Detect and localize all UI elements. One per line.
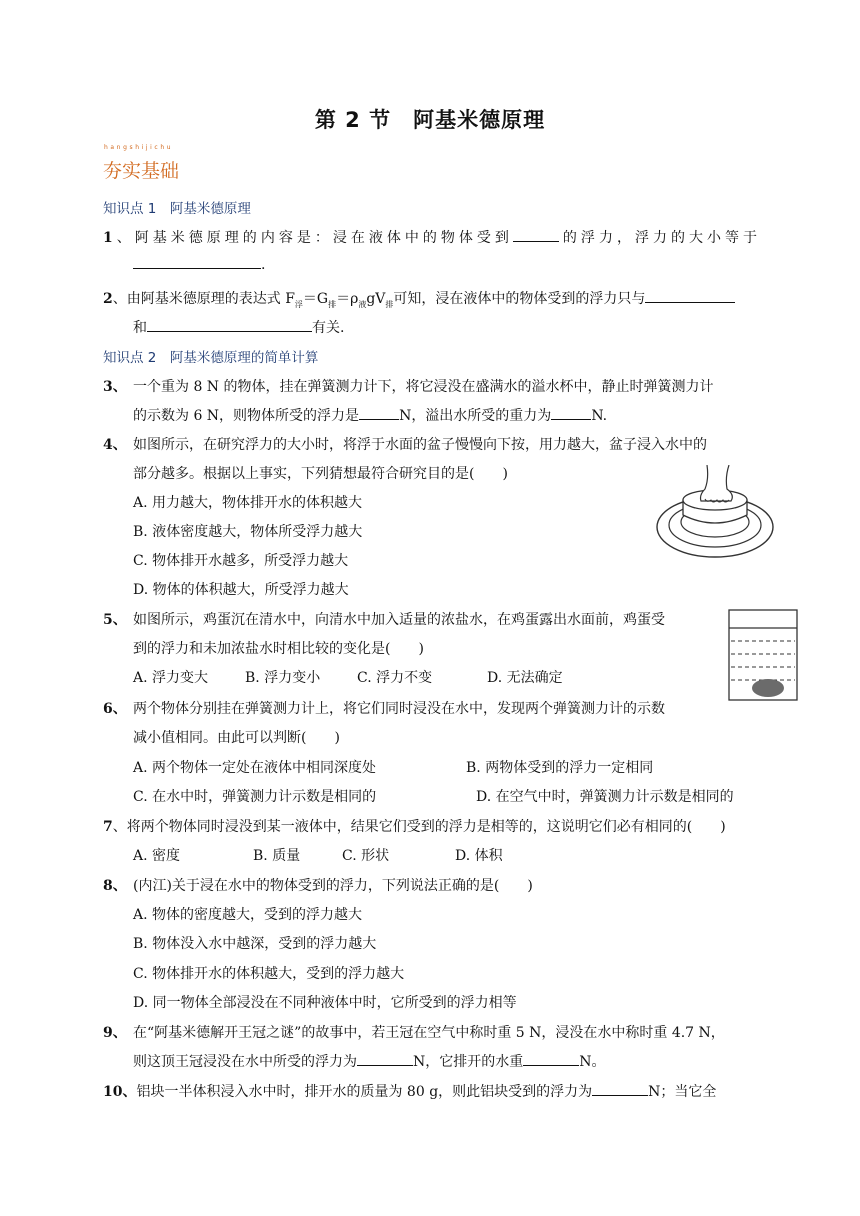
question-text: N. <box>591 408 608 424</box>
question-6-line-1: 两个物体分别挂在弹簧测力计上，将它们同时浸没在水中，发现两个弹簧测力计的示数 <box>133 701 665 717</box>
question-4-line-1: 如图所示，在研究浮力的大小时，将浮于水面的盆子慢慢向下按，用力越大，盆子浸入水中的 <box>133 437 707 453</box>
question-text: ＝G <box>302 291 329 307</box>
option-c: C. 形状 <box>342 848 390 864</box>
option-c: C. 浮力不变 <box>357 670 433 686</box>
question-text: 有关. <box>312 320 345 336</box>
subscript: 液 <box>358 299 367 309</box>
answer-blank <box>592 1083 648 1096</box>
question-5-line-2: 到的浮力和未加浓盐水时相比较的变化是( ) <box>133 641 424 657</box>
question-10 <box>103 1081 716 1101</box>
knowledge-point-1: 知识点 1 阿基米德原理 <box>103 201 251 217</box>
answer-blank <box>513 229 559 242</box>
question-text: 、由阿基米德原理的表达式 F <box>112 291 295 307</box>
option-b: B. 物体没入水中越深，受到的浮力越大 <box>133 936 377 952</box>
question-text: 则这顶王冠浸没在水中所受的浮力为 <box>133 1054 357 1070</box>
subscript: 浮 <box>294 299 303 309</box>
option-a: A. 浮力变大 <box>133 670 209 686</box>
question-text: . <box>261 257 266 273</box>
question-6-line-2: 减小值相同。由此可以判断( ) <box>133 730 340 746</box>
question-number: 6、 <box>103 701 127 717</box>
section-heading: 夯实基础 <box>103 160 180 182</box>
answer-blank <box>133 256 261 269</box>
question-text: N；当它全 <box>648 1084 717 1100</box>
option-b: B. 质量 <box>253 848 301 864</box>
page-title: 第 2 节 阿基米德原理 <box>314 108 546 132</box>
option-d: D. 无法确定 <box>487 670 563 686</box>
question-text: N。 <box>579 1054 606 1070</box>
question-text: N，它排开的水重 <box>413 1054 524 1070</box>
option-d: D. 体积 <box>455 848 503 864</box>
option-d: D. 物体的体积越大，所受浮力越大 <box>133 582 349 598</box>
question-4-line-2: 部分越多。根据以上事实，下列猜想最符合研究目的是( ) <box>133 466 508 482</box>
question-8-line-1: (内江)关于浸在水中的物体受到的浮力，下列说法正确的是( ) <box>133 878 533 894</box>
option-c: C. 物体排开水越多，所受浮力越大 <box>133 553 349 569</box>
question-number: 7 <box>103 819 113 835</box>
question-text: 可知，浸在液体中的物体受到的浮力只与 <box>393 291 646 307</box>
question-number: 9、 <box>103 1025 127 1041</box>
question-text: 铝块一半体积浸入水中时，排开水的质量为 80 g，则此铝块受到的浮力为 <box>136 1084 593 1100</box>
question-text: 的浮力，浮力的大小等于 <box>558 230 758 246</box>
option-a: A. 密度 <box>133 848 181 864</box>
answer-blank <box>147 319 312 332</box>
knowledge-point-2: 知识点 2 阿基米德原理的简单计算 <box>103 350 319 366</box>
option-b: B. 两物体受到的浮力一定相同 <box>466 760 654 776</box>
question-1-line-2 <box>133 256 265 273</box>
answer-blank <box>645 290 735 303</box>
question-number: 3、 <box>103 379 127 395</box>
question-text: 的示数为 6 N，则物体所受的浮力是 <box>133 408 360 424</box>
option-a: A. 物体的密度越大，受到的浮力越大 <box>133 907 363 923</box>
question-5-line-1: 如图所示，鸡蛋沉在清水中，向清水中加入适量的浓盐水，在鸡蛋露出水面前，鸡蛋受 <box>133 612 665 628</box>
answer-blank <box>551 407 591 420</box>
basin-pressed-figure <box>655 465 775 565</box>
question-number: 4、 <box>103 437 127 453</box>
option-a: A. 用力越大，物体排开水的体积越大 <box>133 495 363 511</box>
question-text: 、将两个物体同时浸没到某一液体中，结果它们受到的浮力是相等的，这说明它们必有相同的( ) <box>112 819 726 835</box>
section-pinyin: hangshijichu <box>104 144 174 151</box>
question-1 <box>103 227 757 247</box>
option-c: C. 物体排开水的体积越大，受到的浮力越大 <box>133 966 405 982</box>
option-a: A. 两个物体一定处在液体中相同深度处 <box>133 760 377 776</box>
question-9-line-1: 在“阿基米德解开王冠之谜”的故事中，若王冠在空气中称时重 5 N，浸没在水中称时重 4.7 N， <box>133 1025 725 1041</box>
question-number: 10、 <box>103 1084 137 1100</box>
question-2-line-2 <box>133 317 344 337</box>
question-text: 、阿基米德原理的内容是：浸在液体中的物体受到 <box>112 230 513 246</box>
question-text: N，溢出水所受的重力为 <box>399 408 552 424</box>
answer-blank <box>357 1053 413 1066</box>
question-2 <box>103 288 735 310</box>
question-number: 2 <box>103 291 113 307</box>
option-d: D. 同一物体全部浸没在不同种液体中时，它所受到的浮力相等 <box>133 995 517 1011</box>
subscript: 排 <box>328 299 337 309</box>
question-number: 5、 <box>103 612 127 628</box>
option-c: C. 在水中时，弹簧测力计示数是相同的 <box>133 789 377 805</box>
question-7 <box>103 816 726 836</box>
question-3-line-2 <box>133 405 607 425</box>
option-b: B. 液体密度越大，物体所受浮力越大 <box>133 524 363 540</box>
question-text: ＝ρ <box>336 291 359 307</box>
egg-in-beaker-figure <box>728 609 798 701</box>
question-9-line-2 <box>133 1051 606 1071</box>
option-d: D. 在空气中时，弹簧测力计示数是相同的 <box>476 789 734 805</box>
answer-blank <box>523 1053 579 1066</box>
question-3-line-1: 一个重为 8 N 的物体，挂在弹簧测力计下，将它浸没在盛满水的溢水杯中，静止时弹簧测力计 <box>133 379 714 395</box>
question-text: 和 <box>133 320 147 336</box>
option-b: B. 浮力变小 <box>245 670 321 686</box>
question-number: 1 <box>103 230 113 246</box>
subscript: 排 <box>385 299 394 309</box>
question-text: gV <box>366 291 386 307</box>
question-number: 8、 <box>103 878 127 894</box>
answer-blank <box>359 407 399 420</box>
